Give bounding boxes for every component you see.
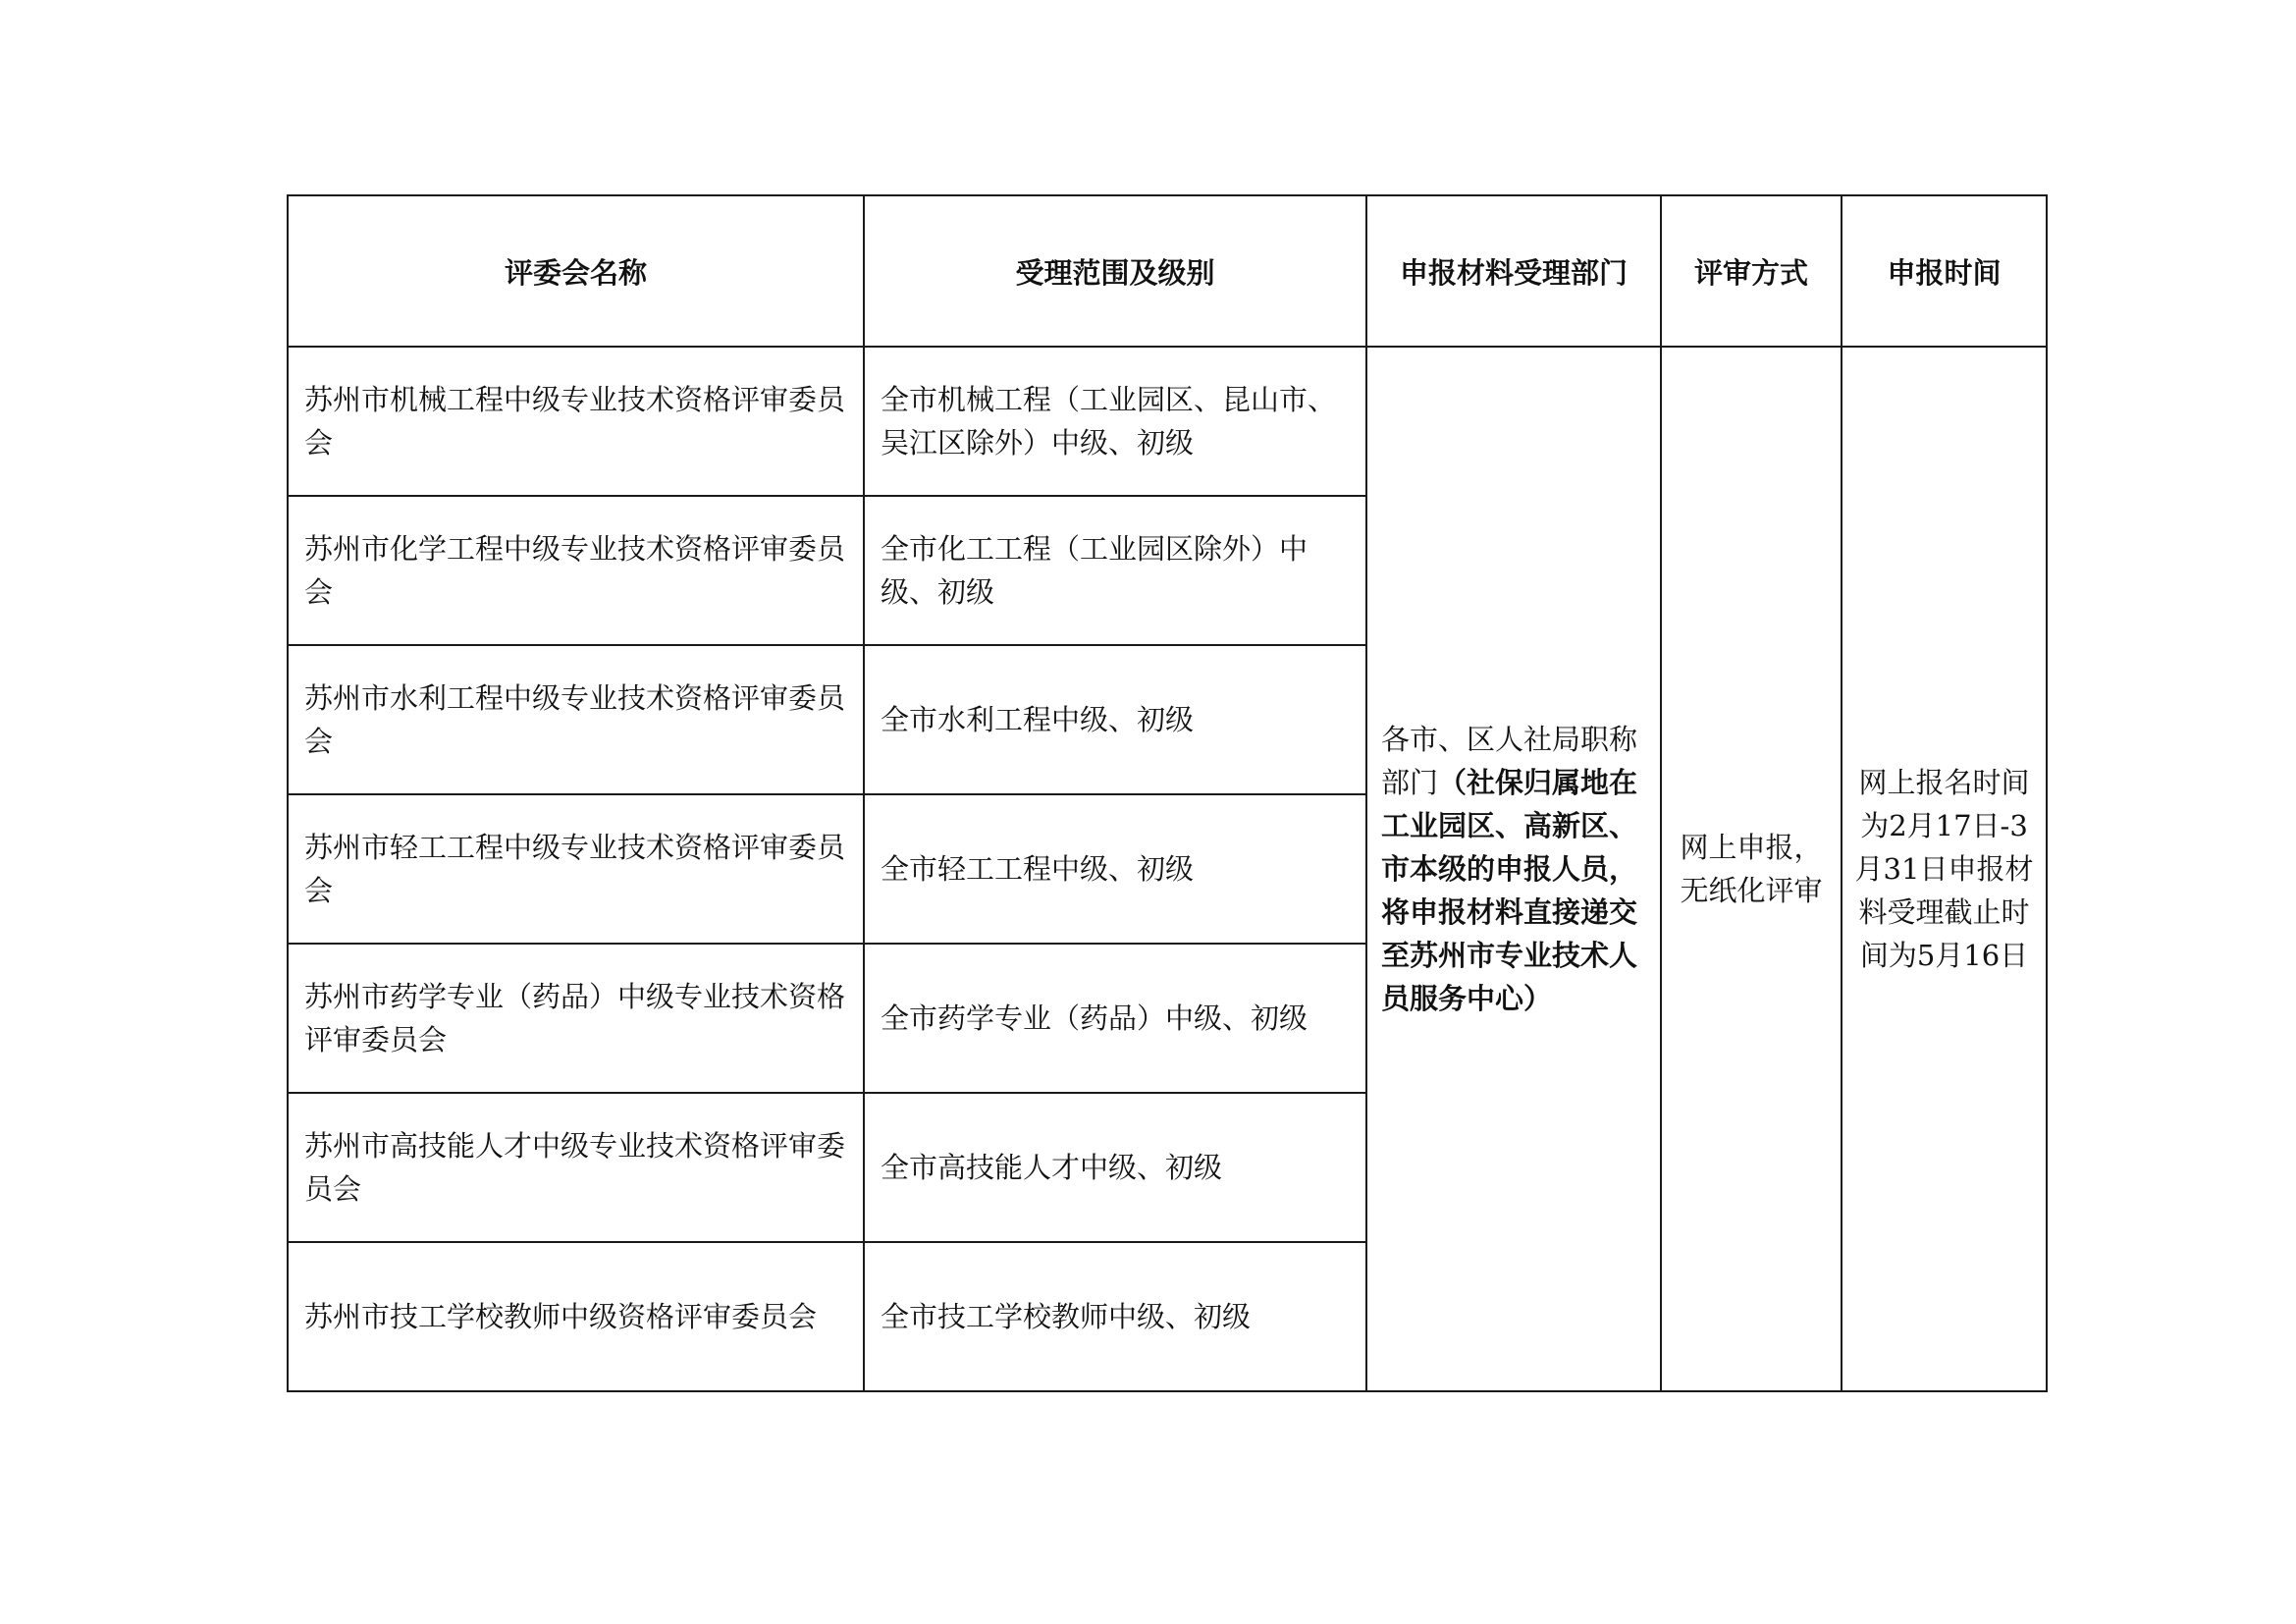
committee-name-cell: 苏州市机械工程中级专业技术资格评审委员会 xyxy=(288,347,864,496)
header-committee-name: 评委会名称 xyxy=(288,195,864,347)
header-receiving-department: 申报材料受理部门 xyxy=(1366,195,1661,347)
review-method-cell: 网上申报，无纸化评审 xyxy=(1661,347,1842,1391)
scope-cell: 全市机械工程（工业园区、昆山市、吴江区除外）中级、初级 xyxy=(864,347,1366,496)
department-plain-text: 各市、区人社局职称部门 xyxy=(1381,723,1638,799)
scope-cell: 全市水利工程中级、初级 xyxy=(864,645,1366,794)
scope-cell: 全市药学专业（药品）中级、初级 xyxy=(864,944,1366,1093)
header-scope-level: 受理范围及级别 xyxy=(864,195,1366,347)
committee-name-cell: 苏州市高技能人才中级专业技术资格评审委员会 xyxy=(288,1093,864,1242)
committee-name-cell: 苏州市化学工程中级专业技术资格评审委员会 xyxy=(288,496,864,645)
committee-name-cell: 苏州市水利工程中级专业技术资格评审委员会 xyxy=(288,645,864,794)
committee-name-cell: 苏州市技工学校教师中级资格评审委员会 xyxy=(288,1242,864,1391)
committee-name-cell: 苏州市药学专业（药品）中级专业技术资格评审委员会 xyxy=(288,944,864,1093)
header-review-method: 评审方式 xyxy=(1661,195,1842,347)
committee-name-cell: 苏州市轻工工程中级专业技术资格评审委员会 xyxy=(288,794,864,944)
scope-cell: 全市化工工程（工业园区除外）中级、初级 xyxy=(864,496,1366,645)
committee-table xyxy=(287,194,2048,1392)
scope-cell: 全市高技能人才中级、初级 xyxy=(864,1093,1366,1242)
table-row xyxy=(288,347,2047,496)
header-application-time: 申报时间 xyxy=(1842,195,2047,347)
table-header-row xyxy=(288,195,2047,347)
receiving-department-cell xyxy=(1366,347,1661,1391)
application-time-cell: 网上报名时间为2月17日-3月31日申报材料受理截止时间为5月16日 xyxy=(1842,347,2047,1391)
scope-cell: 全市技工学校教师中级、初级 xyxy=(864,1242,1366,1391)
department-bold-note: （社保归属地在工业园区、高新区、市本级的申报人员，将申报材料直接递交至苏州市专业技术人员服务中心） xyxy=(1381,766,1638,1015)
scope-cell: 全市轻工工程中级、初级 xyxy=(864,794,1366,944)
